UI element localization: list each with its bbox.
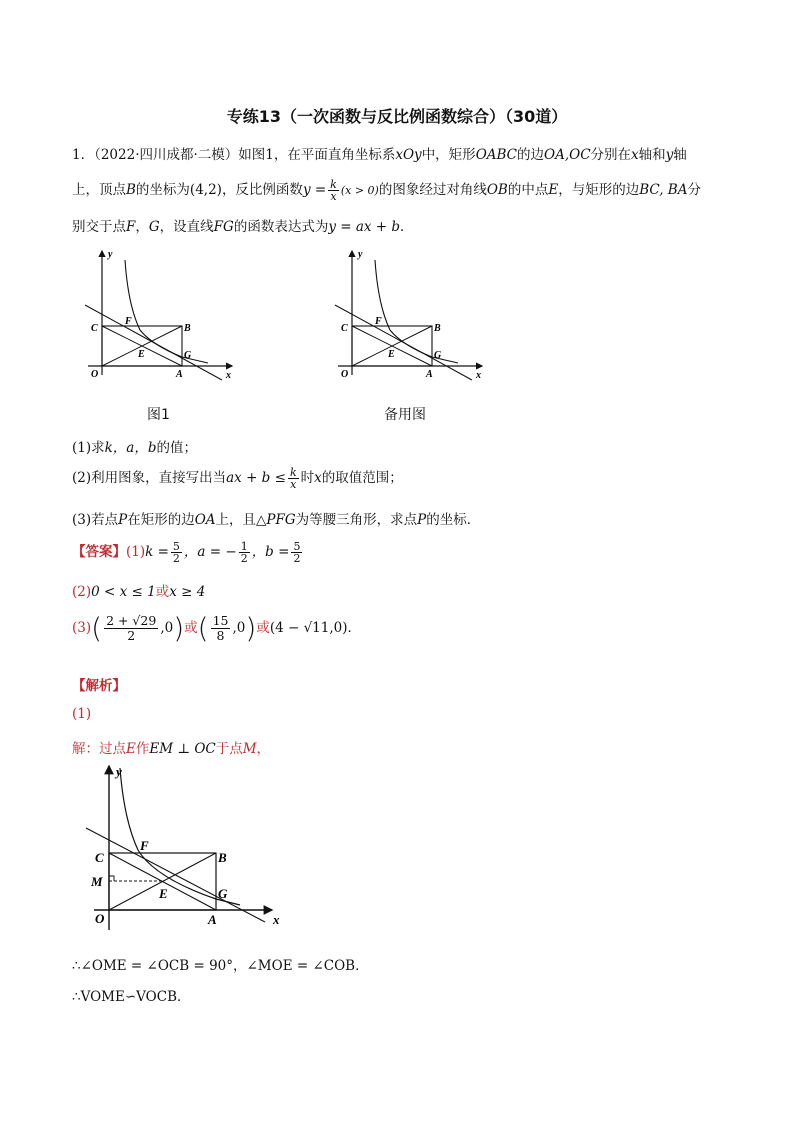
math-P: P [118, 512, 128, 528]
text-span: ， [135, 219, 149, 235]
math-OA: OA [194, 512, 216, 528]
hyperbola-curve [120, 768, 240, 905]
page-title: 专练13（一次函数与反比例函数综合）（30道） [226, 107, 568, 126]
math-coord: xOy [395, 147, 422, 163]
math-b: ，b = [251, 544, 290, 560]
hyperbola-curve [375, 260, 458, 363]
fraction-5-2 [171, 541, 182, 564]
math-x: x [631, 147, 639, 163]
paren-left: ( [91, 611, 103, 645]
label-C: C [95, 850, 104, 865]
text-span: 1．（2022·四川成都·二模）如图1，在平面直角坐标系 [72, 147, 396, 163]
text-span: (3)若点 [72, 512, 119, 528]
figure-1-caption: 图1 [147, 407, 170, 423]
frac-num: 2 + √29 [106, 613, 157, 628]
analysis-label [72, 674, 126, 694]
label-y: y [358, 249, 363, 260]
label-F: F [375, 316, 382, 327]
text-span: ． [400, 219, 414, 235]
math-M: M [242, 741, 257, 757]
text-span: 的图象经过对角线 [378, 182, 487, 198]
paren-right: ) [245, 611, 257, 645]
label-y: y [108, 249, 113, 260]
label-B: B [184, 323, 191, 334]
text-span: 上，顶点 [72, 182, 126, 198]
answer-prefix: (3) [72, 620, 92, 636]
text-span: 分 [687, 182, 701, 198]
math-triangle: △PFG [256, 512, 296, 528]
text-span: 在矩形的边 [127, 512, 195, 528]
math-edges: OA,OC [544, 147, 591, 163]
label-F: F [125, 316, 132, 327]
analysis-step [72, 706, 91, 722]
label-E: E [388, 349, 395, 360]
text-span: ，设直线 [159, 219, 214, 235]
problem-line-2 [72, 178, 701, 202]
text-span: 轴 [673, 147, 687, 163]
math-tail: ,0 [160, 620, 174, 636]
frac-num: 1 [240, 540, 248, 553]
paren-left: ( [197, 611, 209, 645]
text-span: 为等腰三角形，求点 [295, 512, 418, 528]
math-point-3: (4 − √11,0) [269, 620, 348, 636]
frac-den: 2 [172, 552, 180, 565]
analysis-label-text: 【解析】 [72, 678, 126, 694]
label-G: G [218, 886, 228, 901]
frac-den: 2 [240, 552, 248, 565]
math-range: 0 < x ≤ 1 [91, 584, 156, 600]
math-F: F [126, 219, 136, 235]
text-span: 时 [300, 470, 315, 486]
answer-line-2 [72, 580, 205, 600]
frac-num: 15 [212, 613, 229, 628]
math-OB: OB [486, 182, 508, 198]
text-span: ，反比例函数 [221, 182, 303, 198]
figure-2-caption: 备用图 [384, 407, 426, 423]
analysis-step-text: (1) [72, 706, 92, 722]
frac-num: 5 [293, 540, 301, 553]
math-vars: k，a，b [104, 440, 157, 456]
text-span: 的取值范围； [321, 470, 403, 486]
math-k: k = [145, 544, 169, 560]
label-y: y [116, 764, 122, 779]
hyperbola-curve [125, 260, 208, 363]
math-B: B [126, 182, 136, 198]
fraction-k-over-x [288, 467, 299, 490]
answer-prefix: (2) [72, 584, 92, 600]
label-O: O [91, 369, 99, 380]
math-tail: ,0 [232, 620, 246, 636]
figure-3 [80, 760, 290, 935]
paren-right: ) [173, 611, 185, 645]
figure-1 [80, 245, 240, 390]
right-angle-mark [109, 876, 114, 881]
fraction-point-2 [211, 614, 231, 643]
text-span: (1)求 [72, 440, 105, 456]
text-or: 或 [155, 584, 170, 600]
analysis-angles: ∴∠OME = ∠OCB = 90°，∠MOE = ∠COB． [72, 958, 369, 974]
math-a: ，a = − [183, 544, 237, 560]
frac-den: 8 [216, 628, 225, 643]
question-2 [72, 466, 403, 490]
math-rect: OABC [475, 147, 518, 163]
math-P: P [417, 512, 427, 528]
label-G: G [434, 350, 442, 361]
analysis-similar: ∴VOME∽VOCB． [72, 989, 191, 1005]
math-E: E [548, 182, 559, 198]
answer-line-3 [72, 611, 361, 645]
frac-den: 2 [127, 628, 136, 643]
question-3 [72, 508, 480, 528]
analysis-solution [72, 737, 270, 757]
label-A: A [426, 369, 433, 380]
text-span: 分别在 [590, 147, 632, 163]
math-range: x ≥ 4 [169, 584, 206, 600]
problem-line-1 [72, 143, 687, 163]
math-y: y = [302, 182, 327, 198]
label-M: M [91, 874, 103, 889]
fraction-1-2 [239, 541, 250, 564]
answer-line-1 [72, 540, 304, 564]
text-span: 于点 [215, 741, 243, 757]
fraction-k-over-x [328, 179, 339, 202]
frac-den: 2 [293, 552, 301, 565]
label-x: x [476, 370, 481, 381]
text-span: (2)利用图象，直接写出当 [72, 470, 227, 486]
label-E: E [159, 886, 168, 901]
label-C: C [91, 323, 98, 334]
label-O: O [341, 369, 349, 380]
problem-line-3 [72, 215, 414, 235]
label-A: A [208, 912, 217, 927]
text-span: ，与矩形的边 [558, 182, 640, 198]
text-span: 作 [135, 741, 150, 757]
label-A: A [176, 369, 183, 380]
label-x: x [273, 912, 280, 927]
math-FG: FG [213, 219, 234, 235]
fraction-point-1 [104, 614, 158, 643]
text-span: 的值； [156, 440, 197, 456]
label-C: C [341, 323, 348, 334]
math-edges: BC, BA [639, 182, 688, 198]
text-span: 中，矩形 [421, 147, 476, 163]
answer-prefix: (1) [126, 544, 146, 560]
text-span: 的坐标． [426, 512, 481, 528]
label-O: O [95, 911, 105, 926]
question-1 [72, 436, 197, 456]
math-G: G [148, 219, 160, 235]
text-span: 的坐标为 [135, 182, 190, 198]
math-cond: (x > 0) [340, 184, 379, 197]
figure-2 [330, 245, 490, 390]
text-span: 轴和 [638, 147, 666, 163]
math-eq: y = ax + b [328, 219, 401, 235]
label-G: G [184, 350, 192, 361]
label-x: x [226, 370, 231, 381]
fraction-5-2 [291, 541, 302, 564]
text-span: 解：过点 [72, 741, 126, 757]
math-ineq: ax + b ≤ [226, 470, 286, 486]
frac-num: 5 [172, 540, 180, 553]
math-y: y [665, 147, 674, 163]
text-span: 别交于点 [72, 219, 126, 235]
frac-num: k [289, 466, 297, 479]
math-E: E [126, 741, 136, 757]
label-E: E [138, 349, 145, 360]
frac-num: k [330, 178, 337, 191]
math-x: x [314, 470, 322, 486]
text-span: 的中点 [507, 182, 549, 198]
math-coord: (4,2) [189, 182, 222, 198]
text-span: ， [256, 741, 271, 757]
text-span: 上，且 [215, 512, 257, 528]
frac-den: x [330, 190, 337, 203]
text-span: 的边 [517, 147, 545, 163]
text-or: 或 [256, 620, 270, 636]
text-or: 或 [184, 620, 198, 636]
label-F: F [140, 838, 149, 853]
text-span: 的函数表达式为 [233, 219, 329, 235]
label-B: B [434, 323, 441, 334]
label-B: B [218, 850, 227, 865]
frac-den: x [290, 478, 297, 491]
answer-label: 【答案】 [72, 544, 126, 560]
math-perp: EM ⊥ OC [149, 741, 216, 757]
text-span: ． [347, 620, 361, 636]
